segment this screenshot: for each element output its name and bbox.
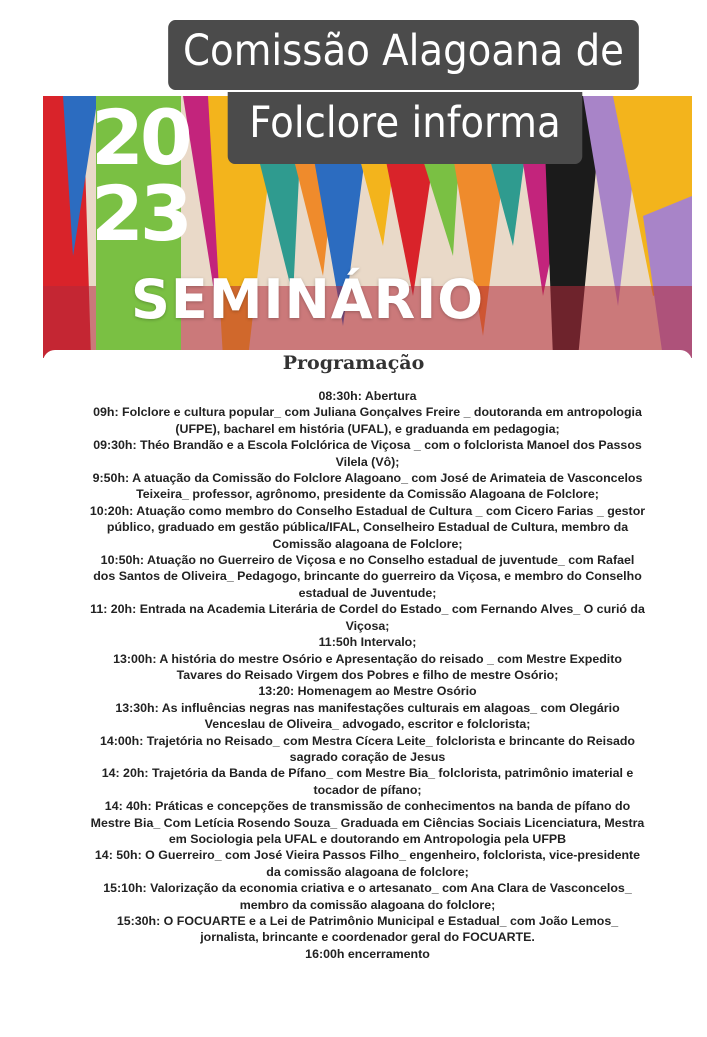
program-line: 14:00h: Trajetória no Reisado_ com Mestra Cícera Leite_ folclorista e brincante do Reisado [99, 733, 636, 748]
program-line: membro da comissão alagoana do folclore; [239, 897, 496, 912]
program-line: Tavares do Reisado Virgem dos Pobres e filho de mestre Osório; [176, 667, 559, 682]
program-line: jornalista, brincante e coordenador geral do FOCUARTE. [200, 930, 535, 945]
program-line: Viçosa; [345, 618, 390, 633]
program-line: 10:50h: Atuação no Guerreiro de Viçosa e no Conselho estadual de juventude_ com Rafael [100, 553, 635, 568]
program-line: 16:00h encerramento [305, 946, 430, 961]
program-line: Vilela (Vô); [335, 454, 400, 469]
program-line: 13:20: Homenagem ao Mestre Osório [258, 684, 477, 699]
program-line: em Sociologia pela UFAL e doutorando em Antropologia pela UFPB [168, 831, 567, 846]
title-line1: Comissão Alagoana de [168, 20, 639, 90]
program-line: público, graduado em gestão pública/IFAL, Conselheiro Estadual de Cultura, membro da [106, 520, 629, 535]
seminar-label: SEMINÁRIO [131, 268, 485, 331]
program-line: 15:30h: O FOCUARTE e a Lei de Patrimônio Municipal e Estadual_ com João Lemos_ [116, 914, 619, 928]
program-line: 09:30h: Théo Brandão e a Escola Folclórica de Viçosa _ com o folclorista Manoel dos Passos [93, 438, 642, 453]
program-line: estadual de Juventude; [298, 585, 437, 600]
program-line: 09h: Folclore e cultura popular_ com Juliana Gonçalves Freire _ doutoranda em antropologia [93, 405, 642, 420]
program-line: 14: 40h: Práticas e concepções de transmissão de conhecimentos na banda de pífano do [104, 799, 631, 814]
program-line: 14: 20h: Trajetória da Banda de Pífano_ com Mestre Bia_ folclorista, patrimônio imaterial e [101, 766, 634, 781]
program-heading: Programação [282, 352, 425, 374]
program-line: tocador de pífano; [313, 782, 422, 797]
program-line: 11: 20h: Entrada na Academia Literária de Cordel do Estado_ com Fernando Alves_ O curió da [90, 602, 645, 617]
program-line: 15:10h: Valorização da economia criativa e o artesanato_ com Ana Clara de Vasconcelos_ [103, 881, 632, 896]
program-line: Mestre Bia_ Com Letícia Rosendo Souza_ Graduada em Ciências Sociais Licenciatura, Mestra [90, 815, 645, 830]
program-line: Venceslau de Oliveira_ advogado, escritor e folclorista; [204, 717, 531, 732]
program-line: da comissão alagoana de folclore; [266, 864, 469, 879]
program-line: dos Santos de Oliveira_ Pedagogo, brincante do guerreiro da Viçosa, e membro do Conselho [93, 569, 642, 584]
program-line: 9:50h: A atuação da Comissão do Folclore Alagoano_ com José de Arimateia de Vasconcelos [92, 471, 643, 486]
year-top: 20 [91, 96, 189, 182]
program-line: 14: 50h: O Guerreiro_ com José Vieira Passos Filho_ engenheiro, folclorista, vice-presidente [94, 848, 641, 863]
program-line: 10:20h: Atuação como membro do Conselho Estadual de Cultura _ com Cicero Farias _ gestor [89, 503, 646, 518]
title-line2: Folclore informa [228, 92, 583, 164]
program-line: Teixeira_ professor, agrônomo, presidente da Comissão Alagoana de Folclore; [136, 487, 599, 502]
program-line: 08:30h: Abertura [318, 389, 417, 403]
program-line: Comissão alagoana de Folclore; [272, 536, 463, 551]
program-line: 11:50h Intervalo; [318, 635, 417, 650]
year-bottom: 23 [91, 169, 189, 258]
program-line: sagrado coração de Jesus [289, 749, 446, 764]
program-line: 13:30h: As influências negras nas manifestações culturais em alagoas_ com Olegário [115, 700, 620, 715]
program-list [38, 388, 697, 962]
program-line: 13:00h: A história do mestre Osório e Apresentação do reisado _ com Mestre Expedito [113, 651, 622, 666]
program-line: (UFPE), bacharel em história (UFAL), e graduanda em pedagogia; [175, 421, 560, 436]
